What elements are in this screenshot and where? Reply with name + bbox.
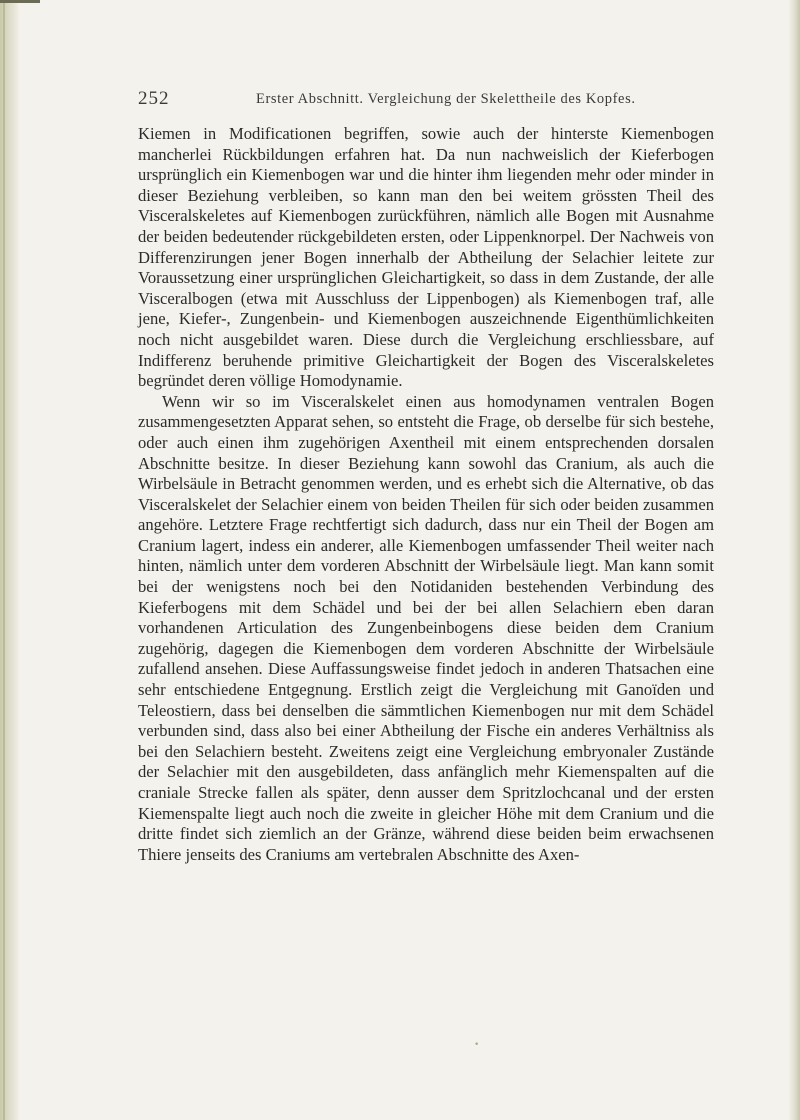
gutter-stripe [3, 0, 5, 1120]
paragraph-1: Kiemen in Modificationen begriffen, sowie auch der hinterste Kiemenbogen mancherlei Rückbildungen erfahren hat. Da nun nachweislich der Kieferbogen ursprünglich ein Kiemenbogen war und die hinter ihm liegenden mehr oder minder in dieser Beziehung verbleiben, so kann man den bei weitem grössten Theil des Visceralskeletes auf Kiemenbogen zurückführen, nämlich alle Bogen mit Ausnahme der beiden bedeutender rückgebildeten ersten, oder Lippenknorpel. Der Nachweis von Differenzirungen jener Bogen innerhalb der Abtheilung der Selachier leitete zur Voraussetzung einer ursprünglichen Gleichartigkeit, so dass in dem Zustande, der alle Visceralbogen (etwa mit Ausschluss der Lippenbogen) als Kiemenbogen traf, alle jene, Kiefer-, Zungenbein- und Kiemenbogen auszeichnende Eigenthümlichkeiten noch nicht ausgebildet waren. Diese durch die Vergleichung erschliessbare, auf Indifferenz beruhende primitive Gleichartigkeit der Bogen des Visceralskeletes begründet deren völlige Homodynamie. [138, 124, 714, 391]
page-right-edge [788, 0, 800, 1120]
ink-blot: • [474, 1040, 480, 1050]
body-text [138, 124, 714, 865]
page-number: 252 [138, 88, 170, 109]
scan-corner-mark [0, 0, 40, 3]
running-title: Erster Abschnitt. Vergleichung der Skelettheile des Kopfes. [256, 91, 636, 107]
page-gutter-edge [0, 0, 20, 1120]
page-header [138, 88, 690, 110]
paragraph-2: Wenn wir so im Visceralskelet einen aus homodynamen ventralen Bogen zusammengesetzten Apparat sehen, so entsteht die Frage, ob derselbe für sich bestehe, oder auch einen ihm zugehörigen Axentheil mit einem entsprechenden dorsalen Abschnitte besitze. In dieser Beziehung kann sowohl das Cranium, als auch die Wirbelsäule in Betracht genommen werden, und es erhebt sich die Alternative, ob das Visceralskelet der Selachier einem von beiden Theilen für sich oder beiden zusammen angehöre. Letztere Frage rechtfertigt sich dadurch, dass nur ein Theil der Bogen am Cranium lagert, indess ein anderer, alle Kiemenbogen umfassender Theil weiter nach hinten, nämlich unter dem vorderen Abschnitt der Wirbelsäule liegt. Man kann somit bei der wenigstens noch bei den Notidaniden bestehenden Verbindung des Kieferbogens mit dem Schädel und bei der bei allen Selachiern eben daran vorhandenen Articulation des Zungenbeinbogens diese beiden dem Cranium zugehörig, dagegen die Kiemenbogen dem vorderen Abschnitte der Wirbelsäule zufallend ansehen. Diese Auffassungsweise findet jedoch in anderen Thatsachen eine sehr entschiedene Entgegnung. Erstlich zeigt die Vergleichung mit Ganoïden und Teleostiern, dass bei denselben die sämmtlichen Kiemenbogen nur mit dem Schädel verbunden sind, dass also bei einer Abtheilung der Fische ein anderes Verhältniss als bei den Selachiern besteht. Zweitens zeigt eine Vergleichung embryonaler Zustände der Selachier mit den ausgebildeten, dass anfänglich mehr Kiemenspalten auf die craniale Strecke fallen als später, denn ausser dem Spritzlochcanal und der ersten Kiemenspalte liegt auch noch die zweite in gleicher Höhe mit dem Cranium und die dritte findet sich ziemlich an der Gränze, während diese beiden beim erwachsenen Thiere jenseits des Craniums am vertebralen Abschnitte des Axen- [138, 391, 714, 864]
